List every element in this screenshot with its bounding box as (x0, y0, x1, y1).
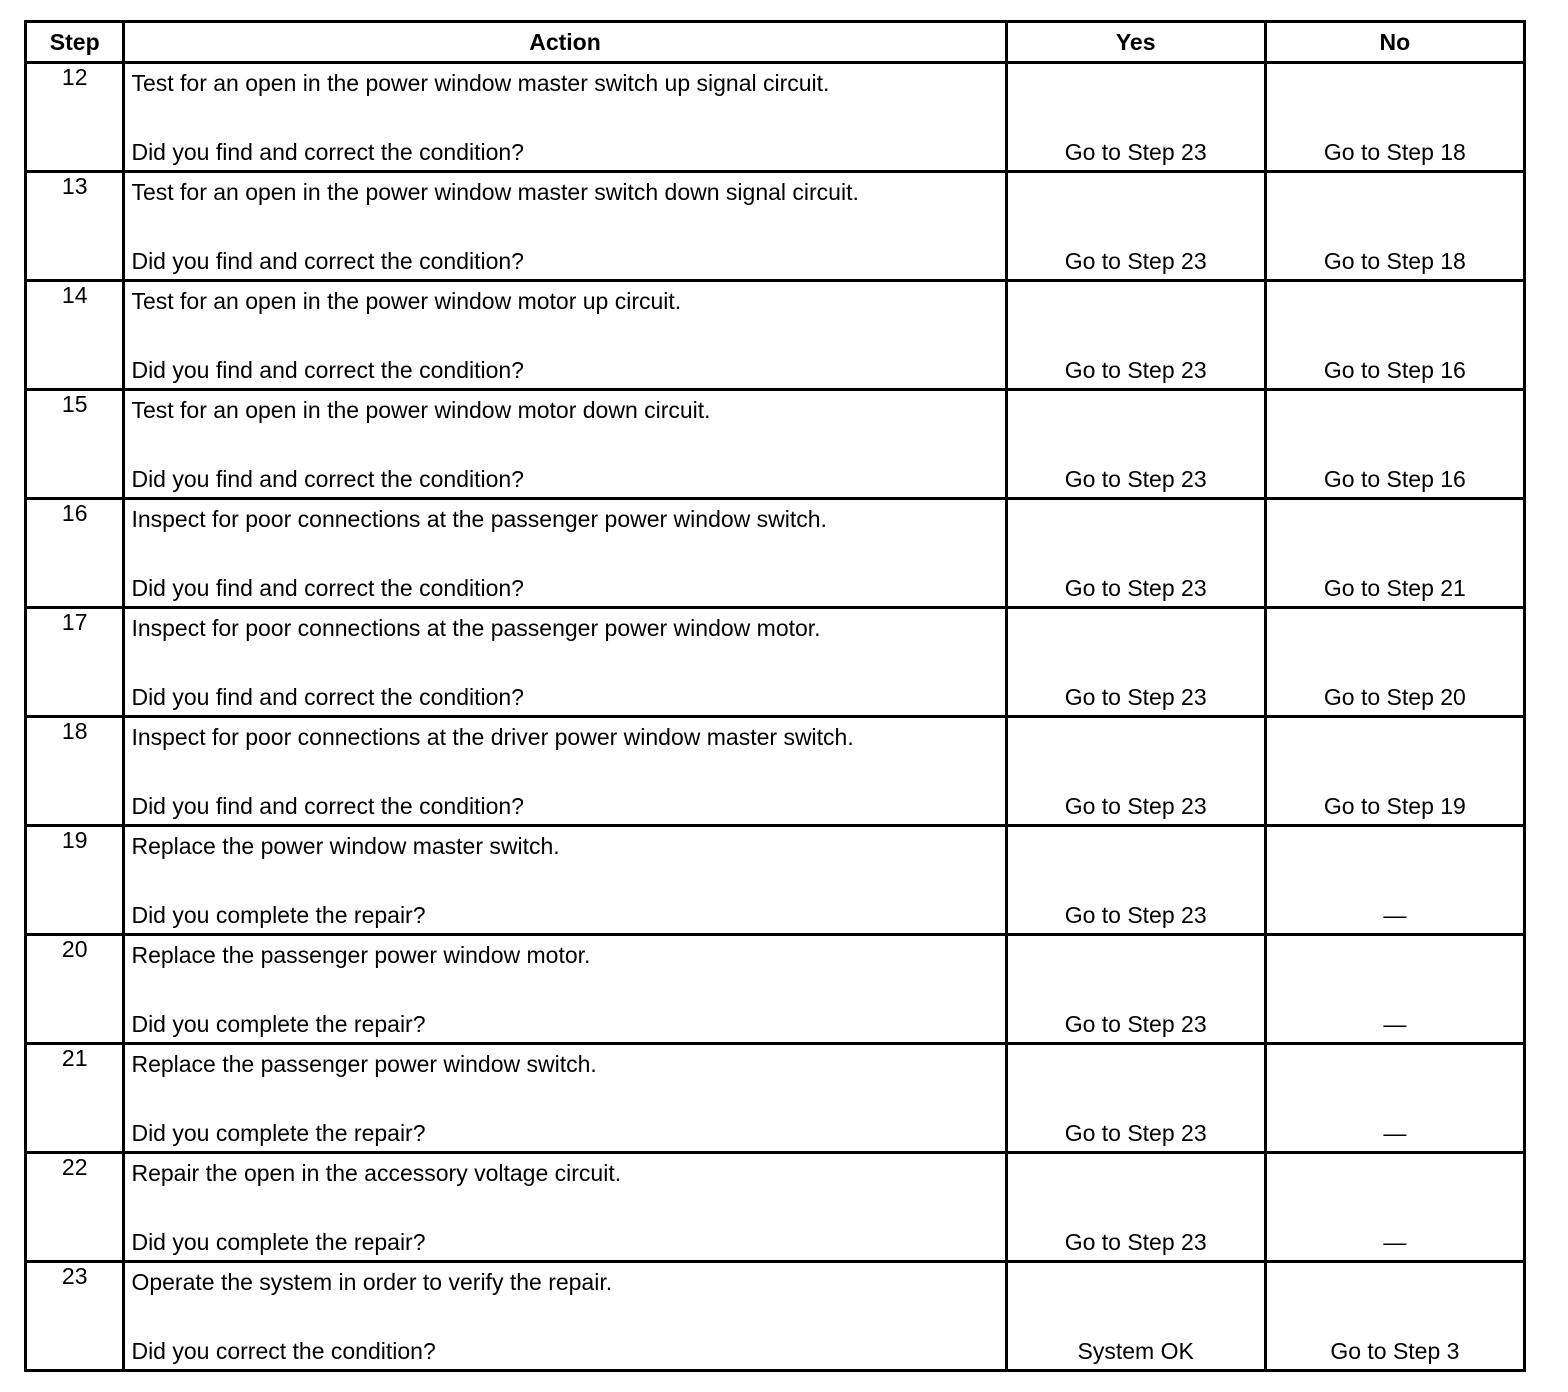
no-outcome: — (1383, 902, 1407, 928)
no-cell (1265, 281, 1524, 390)
yes-outcome: Go to Step 23 (1064, 139, 1207, 165)
action-cell (124, 499, 1006, 608)
action-text: Replace the power window master switch. (131, 833, 560, 859)
table-row (26, 63, 1525, 172)
yes-cell (1006, 1044, 1265, 1153)
step-number: 22 (26, 1153, 124, 1262)
yes-outcome: Go to Step 23 (1064, 902, 1207, 928)
question-text: Did you find and correct the condition? (131, 139, 524, 165)
question-text: Did you complete the repair? (131, 902, 426, 928)
action-cell (124, 717, 1006, 826)
table-row (26, 1044, 1525, 1153)
question-text: Did you find and correct the condition? (131, 466, 524, 492)
table-row (26, 935, 1525, 1044)
table-row (26, 1262, 1525, 1371)
no-outcome: Go to Step 18 (1323, 248, 1466, 274)
no-cell (1265, 935, 1524, 1044)
no-outcome: Go to Step 16 (1323, 357, 1466, 383)
action-cell (124, 608, 1006, 717)
no-outcome: — (1383, 1229, 1407, 1255)
no-cell (1265, 1044, 1524, 1153)
yes-outcome: Go to Step 23 (1064, 1120, 1207, 1146)
step-number: 21 (26, 1044, 124, 1153)
action-text: Inspect for poor connections at the passenger power window switch. (131, 506, 827, 532)
yes-outcome: Go to Step 23 (1064, 575, 1207, 601)
yes-cell (1006, 826, 1265, 935)
action-text: Repair the open in the accessory voltage circuit. (131, 1160, 622, 1186)
no-outcome: — (1383, 1120, 1407, 1146)
table-row (26, 499, 1525, 608)
yes-cell (1006, 1262, 1265, 1371)
question-text: Did you find and correct the condition? (131, 357, 524, 383)
action-cell (124, 1044, 1006, 1153)
action-text: Replace the passenger power window motor. (131, 942, 591, 968)
yes-cell (1006, 1153, 1265, 1262)
action-text: Test for an open in the power window master switch down signal circuit. (131, 179, 859, 205)
table-row (26, 608, 1525, 717)
step-number: 18 (26, 717, 124, 826)
yes-outcome: Go to Step 23 (1064, 248, 1207, 274)
no-cell (1265, 717, 1524, 826)
action-cell (124, 1153, 1006, 1262)
header-step: Step (26, 22, 124, 63)
yes-outcome: Go to Step 23 (1064, 1229, 1207, 1255)
action-cell (124, 390, 1006, 499)
step-number: 16 (26, 499, 124, 608)
no-outcome: Go to Step 21 (1323, 575, 1466, 601)
question-text: Did you find and correct the condition? (131, 793, 524, 819)
yes-cell (1006, 172, 1265, 281)
step-number: 15 (26, 390, 124, 499)
no-cell (1265, 826, 1524, 935)
no-outcome: Go to Step 18 (1323, 139, 1466, 165)
no-cell (1265, 499, 1524, 608)
diagnostic-table (24, 20, 1526, 1372)
yes-outcome: Go to Step 23 (1064, 684, 1207, 710)
table-row (26, 390, 1525, 499)
action-text: Test for an open in the power window master switch up signal circuit. (131, 70, 830, 96)
action-text: Inspect for poor connections at the driver power window master switch. (131, 724, 854, 750)
step-number: 19 (26, 826, 124, 935)
no-cell (1265, 608, 1524, 717)
no-cell (1265, 1262, 1524, 1371)
no-cell (1265, 63, 1524, 172)
action-cell (124, 172, 1006, 281)
yes-outcome: Go to Step 23 (1064, 466, 1207, 492)
yes-outcome: Go to Step 23 (1064, 1011, 1207, 1037)
question-text: Did you find and correct the condition? (131, 684, 524, 710)
step-number: 13 (26, 172, 124, 281)
action-text: Test for an open in the power window motor up circuit. (131, 288, 682, 314)
table-row (26, 826, 1525, 935)
step-number: 12 (26, 63, 124, 172)
question-text: Did you find and correct the condition? (131, 575, 524, 601)
yes-outcome: Go to Step 23 (1064, 793, 1207, 819)
table-row (26, 172, 1525, 281)
step-number: 17 (26, 608, 124, 717)
header-action: Action (124, 22, 1006, 63)
step-number: 20 (26, 935, 124, 1044)
action-cell (124, 826, 1006, 935)
action-cell (124, 63, 1006, 172)
no-outcome: Go to Step 3 (1330, 1338, 1460, 1364)
action-text: Test for an open in the power window motor down circuit. (131, 397, 711, 423)
no-cell (1265, 172, 1524, 281)
question-text: Did you complete the repair? (131, 1011, 426, 1037)
yes-cell (1006, 390, 1265, 499)
yes-cell (1006, 63, 1265, 172)
no-cell (1265, 390, 1524, 499)
action-cell (124, 281, 1006, 390)
step-number: 23 (26, 1262, 124, 1371)
table-row (26, 717, 1525, 826)
no-outcome: Go to Step 16 (1323, 466, 1466, 492)
header-yes: Yes (1006, 22, 1265, 63)
header-row (26, 22, 1525, 63)
yes-cell (1006, 281, 1265, 390)
question-text: Did you find and correct the condition? (131, 248, 524, 274)
no-outcome: Go to Step 20 (1323, 684, 1466, 710)
yes-outcome: System OK (1077, 1338, 1194, 1364)
action-text: Operate the system in order to verify the repair. (131, 1269, 613, 1295)
question-text: Did you complete the repair? (131, 1229, 426, 1255)
yes-cell (1006, 935, 1265, 1044)
question-text: Did you correct the condition? (131, 1338, 436, 1364)
action-text: Replace the passenger power window switch. (131, 1051, 597, 1077)
no-outcome: — (1383, 1011, 1407, 1037)
table-row (26, 281, 1525, 390)
action-text: Inspect for poor connections at the passenger power window motor. (131, 615, 821, 641)
no-cell (1265, 1153, 1524, 1262)
table-row (26, 1153, 1525, 1262)
yes-outcome: Go to Step 23 (1064, 357, 1207, 383)
yes-cell (1006, 608, 1265, 717)
question-text: Did you complete the repair? (131, 1120, 426, 1146)
no-outcome: Go to Step 19 (1323, 793, 1466, 819)
header-no: No (1265, 22, 1524, 63)
yes-cell (1006, 717, 1265, 826)
action-cell (124, 935, 1006, 1044)
action-cell (124, 1262, 1006, 1371)
step-number: 14 (26, 281, 124, 390)
yes-cell (1006, 499, 1265, 608)
